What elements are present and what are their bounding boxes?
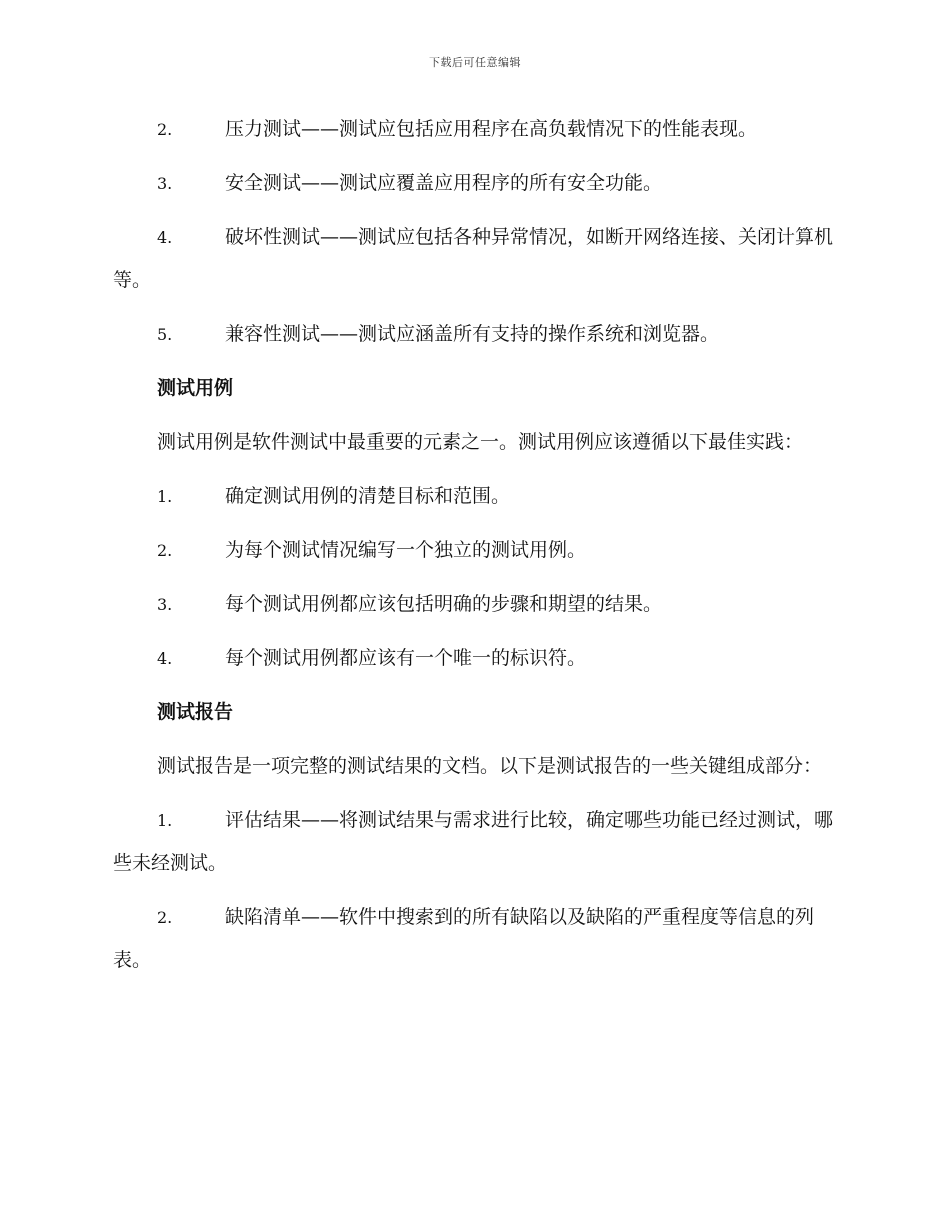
- list-text: 破坏性测试——测试应包括各种异常情况，如断开网络连接、关闭计算机等。: [113, 226, 834, 291]
- list-number: 1.: [157, 487, 173, 506]
- list-number: 4.: [157, 228, 173, 247]
- list-item: [113, 108, 835, 151]
- list-number: 1.: [157, 811, 173, 830]
- list-text: 确定测试用例的清楚目标和范围。: [225, 485, 511, 507]
- list-item: [113, 583, 835, 626]
- list-number: 2.: [157, 908, 173, 927]
- list-text: 每个测试用例都应该有一个唯一的标识符。: [225, 647, 587, 669]
- list-number: 5.: [157, 325, 173, 344]
- list-item: [113, 637, 835, 680]
- list-text: 每个测试用例都应该包括明确的步骤和期望的结果。: [225, 593, 663, 615]
- list-item: [113, 313, 835, 356]
- list-item: [113, 896, 835, 982]
- list-text: 安全测试——测试应覆盖应用程序的所有安全功能。: [225, 172, 663, 194]
- list-item: [113, 162, 835, 205]
- list-number: 3.: [157, 174, 173, 193]
- list-item: [113, 799, 835, 885]
- list-item: [113, 529, 835, 572]
- list-text: 评估结果——将测试结果与需求进行比较，确定哪些功能已经过测试，哪些未经测试。: [113, 809, 834, 874]
- section-heading-test-report: 测试报告: [157, 701, 234, 723]
- list-text: 兼容性测试——测试应涵盖所有支持的操作系统和浏览器。: [225, 323, 720, 345]
- list-number: 2.: [157, 541, 173, 560]
- list-text: 压力测试——测试应包括应用程序在高负载情况下的性能表现。: [225, 118, 758, 140]
- list-item: [113, 475, 835, 518]
- section-heading-test-cases: 测试用例: [157, 377, 234, 399]
- list-text: 缺陷清单——软件中搜索到的所有缺陷以及缺陷的严重程度等信息的列表。: [113, 906, 815, 971]
- list-number: 4.: [157, 649, 173, 668]
- document-body: [113, 108, 835, 993]
- section-intro-test-cases: 测试用例是软件测试中最重要的元素之一。测试用例应该遵循以下最佳实践：: [157, 431, 804, 453]
- list-number: 3.: [157, 595, 173, 614]
- list-text: 为每个测试情况编写一个独立的测试用例。: [225, 539, 587, 561]
- section-intro-test-report: 测试报告是一项完整的测试结果的文档。以下是测试报告的一些关键组成部分：: [157, 755, 823, 777]
- list-number: 2.: [157, 120, 173, 139]
- page-header: 下载后可任意编辑: [429, 56, 521, 69]
- list-item: [113, 216, 835, 302]
